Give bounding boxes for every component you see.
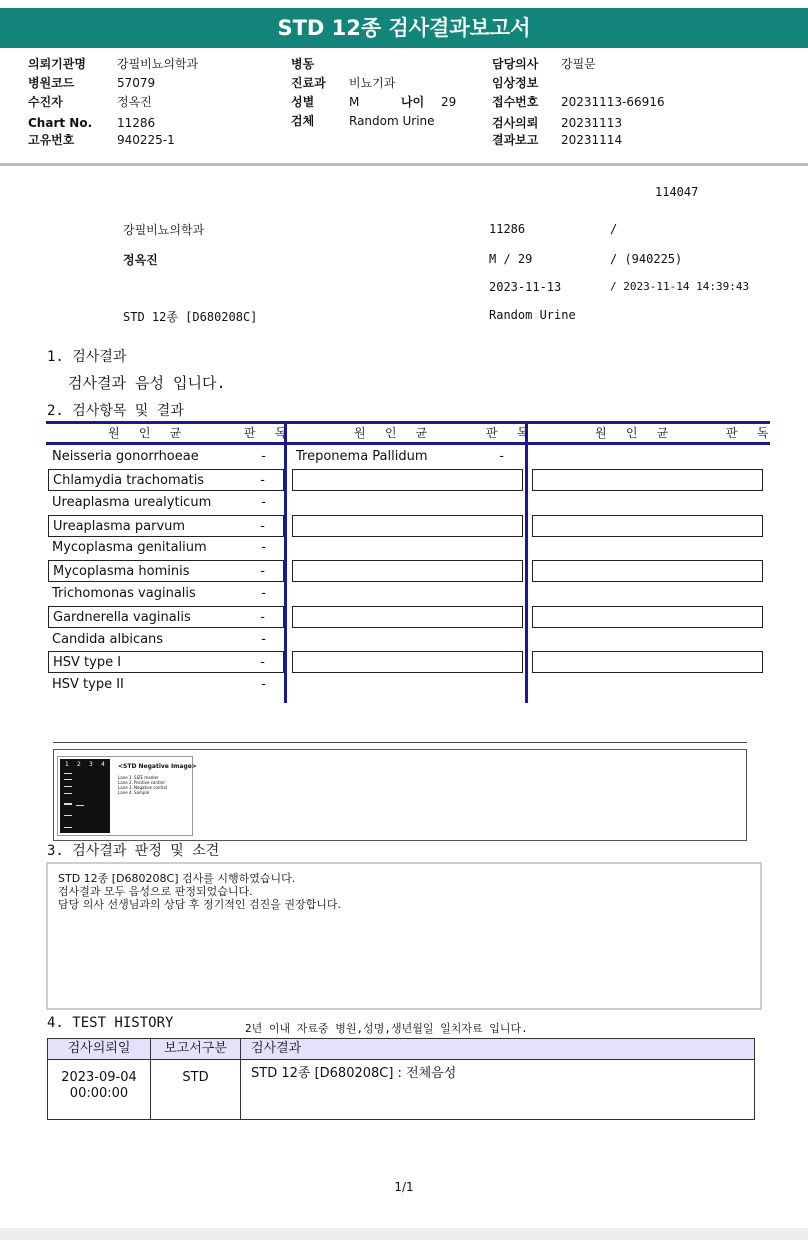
report-code: 114047: [655, 185, 699, 199]
col-pathogen-1: 원 인 균: [108, 426, 188, 440]
history-time: 00:00:00: [69, 1086, 129, 1101]
header-divider: [0, 163, 808, 166]
gel-image: [57, 756, 197, 836]
report-date-value: 20231114: [561, 133, 623, 147]
col-result-2: 판 독: [486, 426, 535, 440]
history-cell-date: [47, 1060, 151, 1120]
pathogen-result: -: [261, 449, 266, 464]
history-header-date: [47, 1038, 151, 1060]
pathogen-name: Gardnerella vaginalis: [53, 610, 191, 625]
gel-legend-line: Lane 4. Sample: [118, 790, 150, 795]
header-block: [0, 55, 808, 160]
empty-cell: [532, 606, 763, 628]
gel-title: <STD Negative Image>: [118, 763, 197, 770]
opinion-line: STD 12종 [D680208C] 검사를 시행하였습니다.: [58, 872, 296, 885]
report-title: STD 12종 검사결과보고서: [0, 8, 808, 48]
clinical-info-label: 임상정보: [492, 76, 539, 90]
section4-title: 4. TEST HISTORY: [47, 1015, 174, 1031]
results-grid: [46, 421, 775, 703]
gel-band: [64, 773, 72, 774]
empty-cell: [292, 651, 523, 673]
gel-legend-line: Lane 2. Positive control: [118, 780, 165, 785]
pathogen-name: HSV type I: [53, 655, 122, 670]
empty-cell: [532, 560, 763, 582]
hospital-code-value: 57079: [117, 76, 156, 90]
section1-result: 검사결과 음성 입니다.: [68, 374, 226, 392]
opinion-line: 검사결과 모두 음성으로 판정되었습니다.: [58, 885, 253, 898]
pathogen-name: Candida albicans: [52, 632, 164, 647]
lane-number: 2: [77, 761, 81, 768]
pathogen-result: -: [499, 449, 504, 464]
lane-number: 1: [65, 761, 69, 768]
section1-title: 1. 검사결과: [47, 349, 127, 365]
info-reported: / 2023-11-14 14:39:43: [610, 280, 750, 293]
gel-band: [64, 786, 72, 787]
specimen-label: 검체: [291, 114, 315, 128]
pathogen-result: -: [260, 655, 265, 670]
col-result-1: 판 독: [244, 426, 293, 440]
history-header-date-label: 검사의뢰일: [67, 1041, 131, 1056]
pathogen-name: Trichomonas vaginalis: [52, 586, 196, 601]
pathogen-result: -: [261, 495, 266, 510]
grid-header-line: [46, 442, 770, 445]
col-pathogen-3: 원 인 균: [595, 426, 675, 440]
pathogen-name: Neisseria gonorrhoeae: [52, 449, 199, 464]
pathogen-result: -: [261, 586, 266, 601]
pathogen-name: Chlamydia trachomatis: [53, 473, 205, 488]
table-row: [292, 446, 522, 468]
table-row: [48, 537, 284, 559]
empty-cell: [292, 469, 523, 491]
col-pathogen-2: 원 인 균: [354, 426, 434, 440]
sex-value: M: [349, 95, 360, 109]
doctor-label: 담당의사: [492, 57, 539, 71]
report-date-label: 결과보고: [492, 133, 539, 147]
pathogen-name: Mycoplasma genitalium: [52, 540, 207, 555]
pathogen-result: -: [261, 540, 266, 555]
opinion-box: [46, 862, 762, 1010]
table-row: [48, 446, 284, 468]
history-type: STD: [182, 1070, 209, 1085]
hospital-code-label: 병원코드: [28, 76, 75, 90]
department-label: 진료과: [291, 76, 326, 90]
history-header-type-label: 보고서구분: [164, 1041, 227, 1056]
pathogen-name: Treponema Pallidum: [296, 449, 428, 464]
patient-label: 수진자: [28, 95, 63, 109]
pathogen-result: -: [260, 519, 265, 534]
section2-title: 2. 검사항목 및 결과: [47, 403, 184, 419]
unique-id-value: 940225-1: [117, 133, 175, 147]
age-label: 나이: [401, 95, 425, 109]
request-date-value: 20231113: [561, 116, 623, 130]
pathogen-result: -: [261, 632, 266, 647]
specimen-value: Random Urine: [349, 114, 435, 128]
info-received: 2023-11-13: [489, 280, 562, 294]
table-row: [48, 469, 284, 491]
gel-lanes-image: [60, 759, 110, 833]
gel-band: [64, 779, 72, 780]
footer-bar: [0, 1228, 808, 1240]
info-specimen: Random Urine: [489, 308, 576, 322]
history-header-result-label: 검사결과: [251, 1041, 302, 1056]
table-row: [48, 606, 284, 628]
gel-band: [64, 793, 72, 794]
history-note: 2년 이내 자료중 병원,성명,생년월일 일치자료 입니다.: [245, 1022, 528, 1035]
pathogen-result: -: [260, 564, 265, 579]
empty-cell: [532, 515, 763, 537]
grid-divider-1: [284, 421, 287, 703]
history-header-result: [241, 1038, 755, 1060]
age-value: 29: [441, 95, 457, 109]
opinion-line: 담당 의사 선생님과의 상담 후 정기적인 검진을 권장합니다.: [58, 898, 341, 911]
patient-value: 정옥진: [117, 95, 152, 109]
chart-no-value: 11286: [117, 116, 156, 130]
unique-id-label: 고유번호: [28, 133, 75, 147]
table-row: [48, 674, 284, 696]
gel-band: [64, 815, 72, 816]
table-row: [48, 651, 284, 673]
gel-band: [76, 805, 84, 806]
info-hospital: 강필비뇨의학과: [123, 223, 205, 237]
history-cell-type: [151, 1060, 241, 1120]
table-row: [48, 629, 284, 651]
empty-cell: [292, 560, 523, 582]
sex-label: 성별: [291, 95, 315, 109]
history-result: STD 12종 [D680208C] : 전체음성: [251, 1066, 457, 1081]
gel-legend-line: Lane 1. SIZE marker: [118, 775, 159, 780]
pathogen-result: -: [261, 677, 266, 692]
table-row: [48, 560, 284, 582]
history-header-type: [151, 1038, 241, 1060]
pathogen-name: Mycoplasma hominis: [53, 564, 190, 579]
empty-cell: [292, 515, 523, 537]
empty-cell: [532, 469, 763, 491]
chart-no-label: Chart No.: [28, 116, 93, 130]
pathogen-name: HSV type II: [52, 677, 124, 692]
pathogen-result: -: [260, 473, 265, 488]
doctor-value: 강필문: [561, 57, 596, 71]
table-row: [48, 492, 284, 514]
col-result-3: 판 독: [726, 426, 775, 440]
department-value: 비뇨기과: [349, 76, 396, 90]
info-sex-age: M / 29: [489, 252, 533, 266]
pathogen-result: -: [260, 610, 265, 625]
request-date-label: 검사의뢰: [492, 116, 539, 130]
empty-cell: [532, 651, 763, 673]
pathogen-name: Ureaplasma urealyticum: [52, 495, 212, 510]
hospital-value: 강필비뇨의학과: [117, 57, 199, 71]
page-number: 1/1: [394, 1180, 414, 1194]
receipt-no-value: 20231113-66916: [561, 95, 665, 109]
lane-number: 4: [101, 761, 105, 768]
info-chart: 11286: [489, 222, 526, 236]
ward-label: 병동: [291, 57, 315, 71]
gel-band: [64, 827, 72, 828]
info-slash: /: [610, 222, 618, 236]
info-test-name: STD 12종 [D680208C]: [123, 310, 258, 324]
section3-title: 3. 검사결과 판정 및 소견: [47, 843, 220, 859]
history-cell-result: [241, 1060, 755, 1120]
hospital-label: 의뢰기관명: [28, 57, 86, 71]
pathogen-name: Ureaplasma parvum: [53, 519, 186, 534]
info-birth: / (940225): [610, 252, 683, 266]
table-row: [48, 583, 284, 605]
receipt-no-label: 접수번호: [492, 95, 539, 109]
info-patient: 정옥진: [123, 253, 158, 267]
table-row: [48, 515, 284, 537]
gel-legend-line: Lane 3. Negative control: [118, 785, 168, 790]
gel-band: [64, 803, 72, 805]
empty-cell: [292, 606, 523, 628]
history-table: [47, 1038, 755, 1120]
lane-number: 3: [89, 761, 93, 768]
history-date: 2023-09-04: [61, 1070, 137, 1085]
grid-divider-2: [525, 421, 528, 703]
